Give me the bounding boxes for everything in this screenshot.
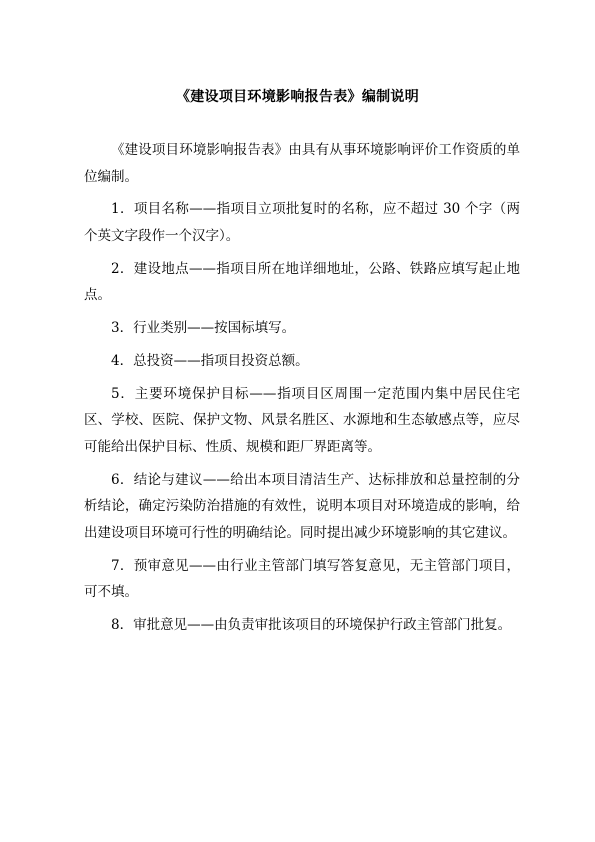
item-total-investment: 4．总投资——指项目投资总额。 [111, 352, 309, 369]
item-conclusions: 6．结论与建议——给出本项目清洁生产、达标排放和总量控制的分析结论，确定污染防治措施的有效性，说明本项目对环境造成的影响，给出建设项目环境可行性的明确结论。同时提出减少环境影响的其它建议。 [84, 471, 520, 541]
item-project-name: 1．项目名称——指项目立项批复时的名称，应不超过 30 个字（两个英文字段作一个汉字）。 [84, 201, 520, 244]
item-preliminary-review: 7．预审意见——由行业主管部门填写答复意见，无主管部门项目，可不填。 [84, 557, 520, 601]
item-approval-opinion: 8．审批意见——由负责审批该项目的环境保护行政主管部门批复。 [111, 617, 512, 633]
item-protection-targets: 5．主要环境保护目标——指项目区周围一定范围内集中居民住宅区、学校、医院、保护文物、风景名胜区、水源地和生态敏感点等，应尽可能给出保护目标、性质、规模和距厂界距离等。 [84, 385, 520, 455]
document-body [84, 137, 520, 645]
intro-paragraph: 《建设项目环境影响报告表》由具有从事环境影响评价工作资质的单位编制。 [84, 142, 520, 185]
document-title: 《建设项目环境影响报告表》编制说明 [175, 89, 420, 105]
item-construction-site: 2．建设地点——指项目所在地详细地址，公路、铁路应填写起止地点。 [84, 260, 520, 304]
item-industry-category: 3．行业类别——按国标填写。 [111, 320, 296, 337]
